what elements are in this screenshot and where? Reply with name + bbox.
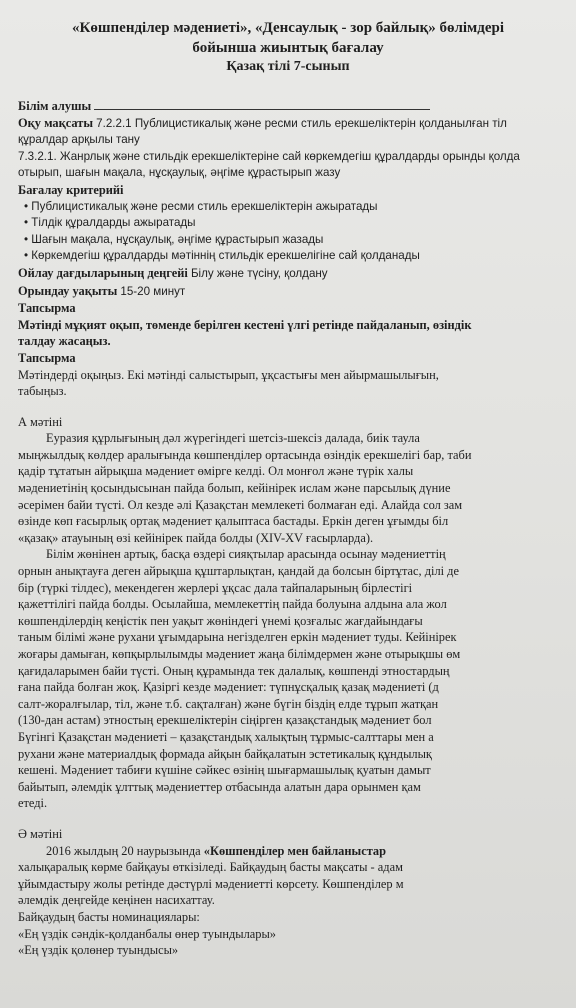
task-text: табыңыз. — [18, 384, 67, 399]
text-line: ғана пайда болған жоқ. Қазіргі кезде мәдениет: түпнұсқалық қазақ мәдениеті (д — [18, 680, 439, 695]
text-line: рухани және материалдық формада айқын байқалатын эстетикалық құндылық — [18, 746, 432, 761]
text-line: орнын анықтауға деген айрықша құштарлықтан, қандай да болсын біртұтас, ділі де — [18, 564, 459, 579]
student-label: Білім алушы — [18, 99, 92, 113]
text-line: «қазақ» атауының өзі кейінірек пайда болды (XIV-XV ғасырларда). — [18, 530, 374, 545]
text-b-label: Ә мәтіні — [18, 826, 63, 841]
text-line: «Ең үздік қолөнер туындысы» — [18, 943, 179, 958]
text-line: өзінде көп ғасырлық ортақ мәдениет қалыптаса бастады. Еркін деген ұғымды біл — [18, 514, 449, 529]
time-label: Орындау уақыты — [18, 283, 118, 298]
criteria-label: Бағалау критерийі — [18, 182, 124, 197]
text-line: Байқаудың басты номинациялары: — [18, 909, 200, 924]
text-a-body — [18, 430, 576, 812]
text-line: жоғары дамыған, көпқырлылымды мәдениет жаңа білімдермен және отырықшы өм — [18, 647, 461, 661]
text-line: қажеттілігі пайда болды. Осылайша, мемлекеттің пайда болуына алдына ала жол — [18, 597, 447, 612]
document-body — [18, 98, 576, 959]
text-line: Бүгінгі Қазақстан мәдениеті – қазақстандық халықтың тұрмыс-салттары мен а — [18, 729, 434, 744]
time-value: 15-20 минут — [120, 284, 186, 298]
criteria-item: • Көркемдегіш құралдарды мәтіннің стильдік ерекшелігіне сай қолданады — [18, 248, 576, 265]
criteria-item: • Публицистикалық және ресми стиль ерекшеліктерін ажыратады — [18, 199, 576, 216]
task-text: Мәтінді мұқият оқып, төменде берілген кестені үлгі ретінде пайдаланып, өзіндік — [18, 317, 472, 332]
text-line: байытып, әлемдік ұлттық мәдениеттер отбасында алатын дара орынмен қам — [18, 779, 421, 794]
objective-text: отырып, шағын мақала, нұсқаулық, әңгіме құрастырып жазу — [18, 166, 341, 180]
text-line: әлемдік деңгейде кеңінен насихаттау. — [18, 893, 215, 908]
task-text: Мәтіндерді оқыңыз. Екі мәтінді салыстырып, ұқсастығы мен айырмашылығын, — [18, 367, 439, 382]
text-line: «Ең үздік сәндік-қолданбалы өнер туындылары» — [18, 926, 276, 941]
text-line: кешені. Мәдениет табиғи күшіне сәйкес өзінің шығармашылық қуатын дамыт — [18, 763, 431, 778]
spacer — [18, 812, 576, 826]
text-line: қағидаларымен байи түсті. Оның құрамында тек далалық, көшпенді этностардың — [18, 663, 450, 678]
student-name-line — [94, 99, 430, 110]
criteria-item: • Шағын мақала, нұсқаулық, әңгіме құрастырып жазады — [18, 232, 576, 249]
text-line: бір (түркі тілдес), мекендеген жерлері ұқсас дала тайпаларының бірлестігі — [18, 580, 413, 595]
text-line: Еуразия құрлығының дәл жүрегіндегі шетсіз-шексіз далада, биік таула — [46, 431, 420, 446]
thinking-row — [18, 265, 576, 283]
criteria-item: • Тілдік құралдарды ажыратады — [18, 215, 576, 232]
text-line: көшпенділердің кеңістік пен уақыт жөніндегі үнемі қозғалыс жағдайындағы — [18, 613, 423, 628]
spacer — [18, 400, 576, 414]
text-line: ұйымдастыру жолы ретінде дәстүрлі мәдениетті көрсету. Көшпенділер м — [18, 876, 404, 891]
text-line: салт-жоралғылар, тіл, және т.б. сақталған) және бүгін біздің елде тұрып жатқан — [18, 696, 439, 711]
text-line: етеді. — [18, 796, 48, 811]
objectives-row — [18, 115, 576, 133]
text-line: таным білімі және рухани ұғымдарына негізделген еркін мәдениет туды. Кейінірек — [18, 630, 457, 645]
grade-label: Қазақ тілі 7-сынып — [226, 59, 350, 74]
text-line: қадір тұтатын айрықша мәдениет өмірге келді. Ол монғол және түрік халы — [18, 464, 414, 479]
task-label: Тапсырма — [18, 301, 76, 316]
text-line: халықаралық көрме байқауы өткізіледі. Байқаудың басты мақсаты - адам — [18, 860, 403, 875]
text-b-event-title: «Көшпенділер мен байланыстар — [203, 843, 387, 858]
objective-text: 7.3.2.1. Жанрлық және стильдік ерекшеліктеріне сай көркемдегіш құралдарды орынды қолда — [18, 149, 520, 163]
student-row — [18, 98, 576, 115]
text-line: әсерімен байи түсті. Ол кезде әлі Қазақстан мемлекеті болмаған еді. Алайда сол зам — [18, 497, 463, 512]
text-line: Білім жөнінен артық, басқа өздері сияқтылар арасында осынау мәдениеттің — [46, 547, 446, 562]
time-row — [18, 283, 576, 301]
objective-text: 7.2.2.1 Публицистикалық және ресми стиль ерекшеліктерін қолданылған тіл — [96, 116, 507, 130]
thinking-label: Ойлау дағдыларының деңгейі — [18, 265, 188, 280]
text-a-label: А мәтіні — [18, 414, 63, 429]
text-line: мыңжылдық көлдер аралығында көшпенділер ортасында өзіндік ерекшелігі бар, таби — [18, 447, 472, 462]
page-subtitle: бойынша жиынтық бағалау — [192, 40, 384, 56]
text-b-date: 2016 жылдың 20 наурызында — [46, 843, 204, 858]
text-line — [18, 843, 576, 860]
text-line: мәдениетінің қосындысынан пайда болып, кейінірек ислам және парсылық дүние — [18, 481, 451, 496]
task-label: Тапсырма — [18, 350, 76, 365]
text-line: (130-дан астам) этностың ерекшеліктерін сіңірген қазақстандық мәдениет бол — [18, 713, 432, 728]
objectives-label: Оқу мақсаты — [18, 115, 94, 130]
document-header — [0, 18, 576, 76]
page-title: «Көшпенділер мәдениеті», «Денсаулық - зор байлық» бөлімдері — [71, 20, 505, 36]
task-text: талдау жасаңыз. — [18, 334, 111, 349]
thinking-value: Білу және түсіну, қолдану — [190, 266, 328, 280]
objective-text: құралдар арқылы тану — [18, 133, 140, 147]
